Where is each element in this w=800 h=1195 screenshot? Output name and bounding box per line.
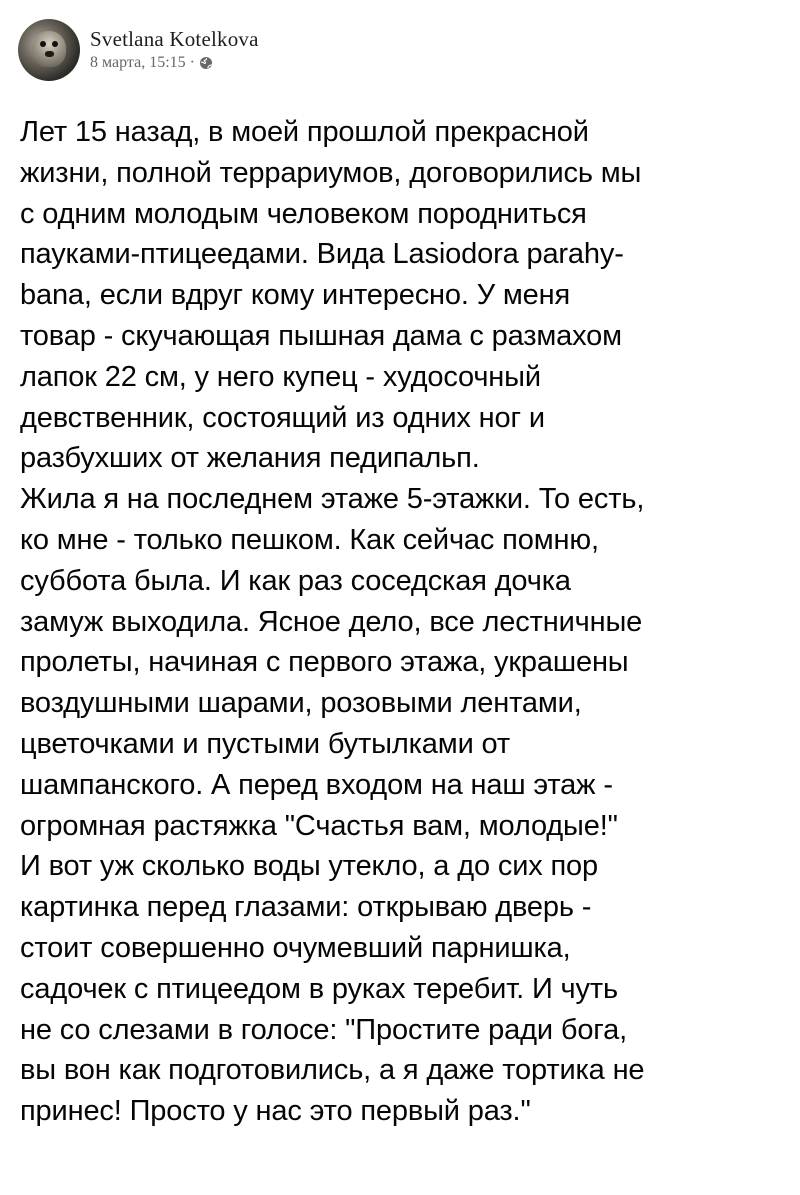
post-text-line: девственник, состоящий из одних ног и	[20, 401, 545, 434]
post-text-line: замуж выходила. Ясное дело, все лестничные	[20, 605, 643, 638]
post-text-line: bana, если вдруг кому интересно. У меня	[20, 279, 571, 312]
post-text-line: разбухших от желания педипальп.	[20, 442, 480, 475]
post-text-line: пауками-птицеедами. Вида Lasiodora parahy-	[20, 238, 624, 271]
avatar-left-eye	[40, 41, 46, 47]
post-text-line: садочек с птицеедом в руках теребит. И чуть	[20, 972, 618, 1005]
post-text-line: принес! Просто у нас это первый раз."	[20, 1095, 531, 1128]
timestamp[interactable]: 8 марта, 15:15	[90, 54, 186, 71]
post-text-line: вы вон как подготовились, а я даже тортика не	[20, 1054, 645, 1087]
avatar-right-eye	[52, 41, 58, 47]
post-text-line: товар - скучающая пышная дама с размахом	[20, 319, 622, 352]
post-text-line: ко мне - только пешком. Как сейчас помню,	[20, 523, 599, 556]
post-text-line: суббота была. И как раз соседская дочка	[20, 564, 571, 597]
post-text-line: воздушными шарами, розовыми лентами,	[20, 687, 582, 720]
post-text-line: Жила я на последнем этаже 5-этажки. То есть,	[20, 483, 645, 516]
post-text-line: с одним молодым человеком породниться	[20, 197, 587, 230]
post-text-line: Лет 15 назад, в моей прошлой прекрасной	[20, 116, 589, 148]
avatar-face	[32, 31, 66, 67]
post-text-line: И вот уж сколько воды утекло, а до сих пор	[20, 850, 599, 883]
post-text-line: не со слезами в голосе: "Простите ради бога,	[20, 1013, 627, 1046]
globe-icon[interactable]	[199, 56, 213, 70]
post-text-line: картинка перед глазами: открываю дверь -	[20, 891, 592, 924]
post-text-line: огромная растяжка "Счастья вам, молодые!"	[20, 809, 618, 842]
avatar[interactable]	[18, 19, 80, 81]
post-text-line: жизни, полной террариумов, договорились мы	[20, 156, 642, 189]
post-header	[18, 18, 778, 82]
timestamp-row	[90, 53, 259, 73]
post-text-line: цветочками и пустыми бутылками от	[20, 727, 511, 760]
post-text-line: стоит совершенно очумевший парнишка,	[20, 931, 571, 964]
post-text-line: лапок 22 см, у него купец - худосочный	[20, 360, 541, 393]
separator: ·	[189, 54, 195, 71]
post-meta	[90, 27, 259, 73]
post-text-line: пролеты, начиная с первого этажа, украшены	[20, 646, 629, 679]
avatar-nose	[45, 51, 54, 57]
author-name[interactable]: Svetlana Kotelkova	[90, 27, 259, 51]
post-body	[20, 112, 790, 1132]
post-text-line: шампанского. А перед входом на наш этаж -	[20, 768, 613, 801]
